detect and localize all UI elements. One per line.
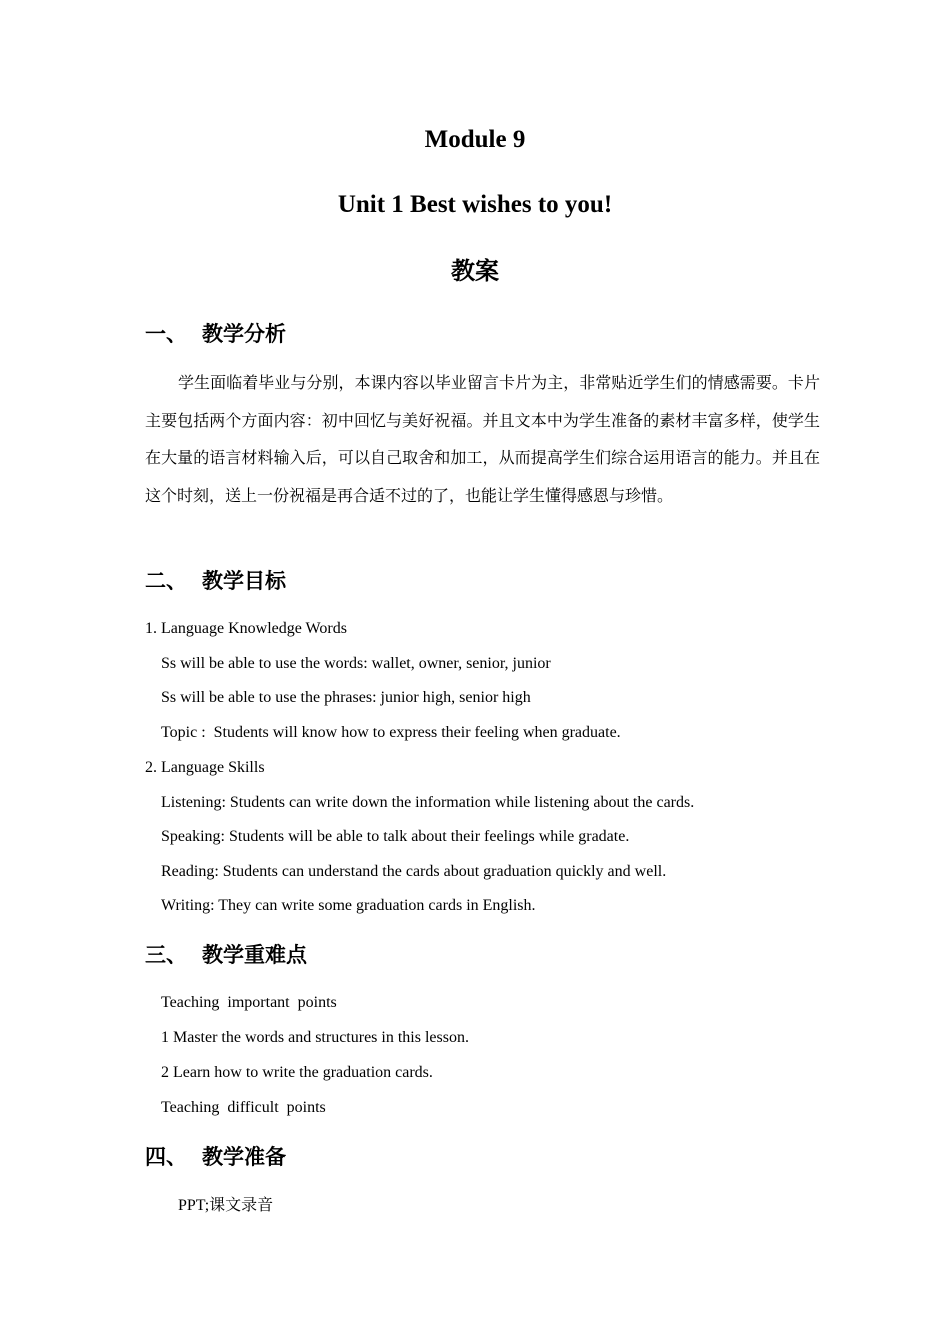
skills-heading: 2. Language Skills — [145, 759, 265, 776]
section-number: 一、 — [145, 322, 187, 346]
section-number: 三、 — [145, 943, 187, 967]
skills-item: Listening: Students can write down the information while listening about the cards. — [161, 794, 695, 811]
module-title: Module 9 — [424, 126, 526, 153]
section-title: 教学分析 — [202, 322, 286, 346]
preparation-text: PPT;课文录音 — [178, 1197, 274, 1214]
skills-item: Speaking: Students will be able to talk about their feelings while gradate. — [161, 828, 630, 845]
section-title: 教学准备 — [202, 1145, 286, 1169]
unit-title: Unit 1 Best wishes to you! — [337, 191, 613, 218]
section-title: 教学重难点 — [202, 943, 307, 967]
knowledge-heading: 1. Language Knowledge Words — [145, 620, 347, 637]
knowledge-item: Ss will be able to use the phrases: junior high, senior high — [161, 689, 531, 706]
analysis-paragraph: 学生面临着毕业与分别，本课内容以毕业留言卡片为主，非常贴近学生们的情感需要。卡片主要包括两个方面内容：初中回忆与美好祝福。并且文本中为学生准备的素材丰富多样，使学生在大量的语言材料输入后，可以自己取舍和加工，从而提高学生们综合运用语言的能力。并且在这个时刻，送上一份祝福是再合适不过的了，也能让学生懂得感恩与珍惜。 — [145, 373, 820, 505]
skills-item: Writing: They can write some graduation cards in English. — [161, 897, 536, 914]
section-title: 教学目标 — [202, 569, 286, 593]
important-points-heading: Teaching important points — [161, 994, 337, 1011]
section-heading-key-points — [145, 941, 307, 969]
section-number: 二、 — [145, 569, 187, 593]
difficult-points-heading: Teaching difficult points — [161, 1099, 326, 1116]
section-heading-analysis — [145, 320, 286, 348]
knowledge-item: Topic : Students will know how to express their feeling when graduate. — [161, 724, 621, 741]
knowledge-item: Ss will be able to use the words: wallet, owner, senior, junior — [161, 655, 551, 672]
section-heading-preparation — [145, 1143, 286, 1171]
important-point-item: 1 Master the words and structures in this lesson. — [161, 1029, 469, 1046]
important-point-item: 2 Learn how to write the graduation cards. — [161, 1064, 433, 1081]
section-number: 四、 — [145, 1145, 187, 1169]
document-subtitle: 教案 — [451, 257, 499, 285]
section-heading-objectives — [145, 567, 286, 595]
skills-item: Reading: Students can understand the cards about graduation quickly and well. — [161, 863, 667, 880]
